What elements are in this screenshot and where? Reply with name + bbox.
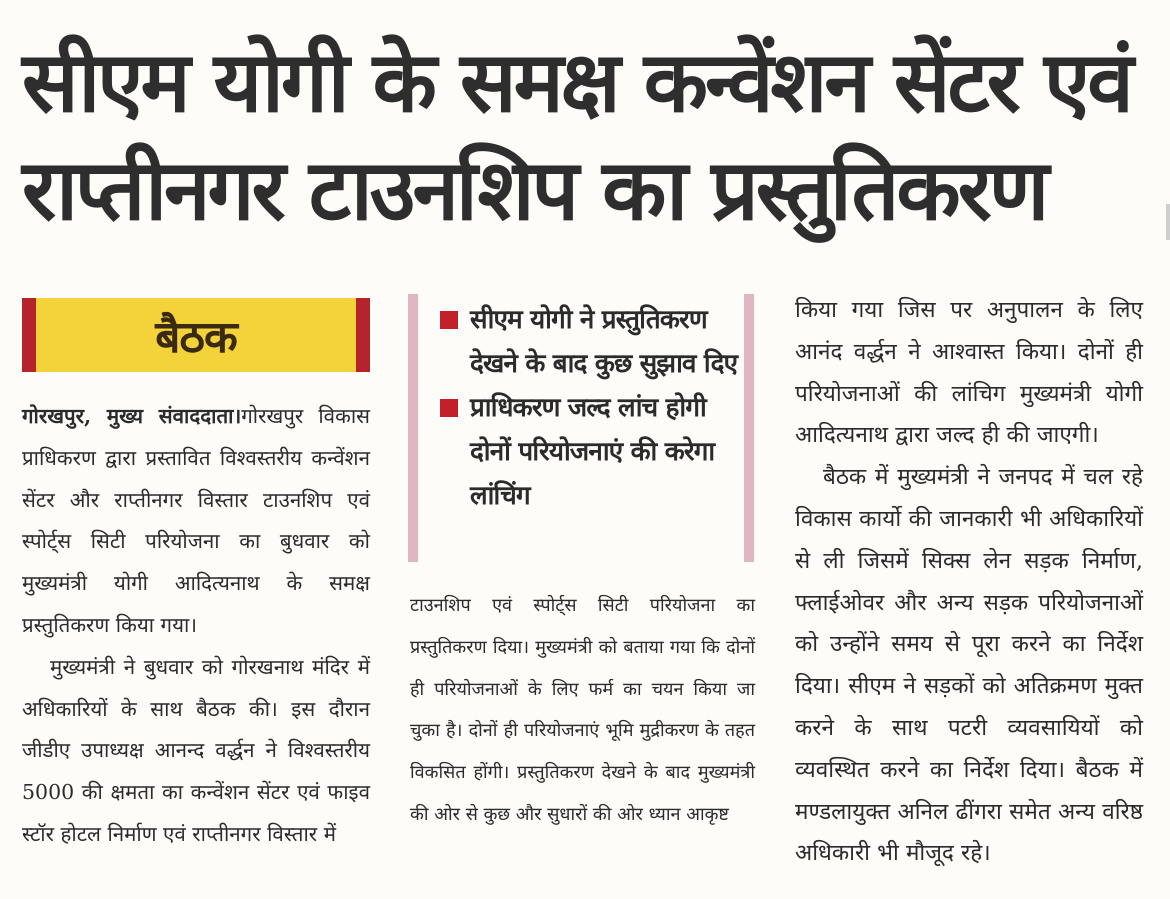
byline: गोरखपुर, मुख्य संवाददाता। — [22, 404, 242, 428]
section-tag — [22, 298, 370, 372]
section-tag-label: बैठक — [155, 312, 237, 363]
highlight-text: सीएम योगी ने प्रस्तुतिकरण देखने के बाद कुछ सुझाव दिए — [470, 305, 738, 379]
article-paragraph: बैठक में मुख्यमंत्री ने जनपद में चल रहे विकास कार्यो की जानकारी भी अधिकारियों से ली जिसमें सिक्स लेन सड़क निर्माण, फ्लाईओवर और अन्य सड़क परियोजनाओं को उन्होंने समय से पूरा करने का निर्देश दिया। सीएम ने सड़कों को अतिक्रमण मुक्त करने के साथ पटरी व्यवसायियों को व्यवस्थित करने का निर्देश दिया। बैठक में मण्डलायुक्त अनिल ढींगरा समेत अन्य वरिष्ठ अधिकारी भी मौजूद रहे। — [795, 464, 1143, 867]
highlight-item — [440, 298, 744, 386]
article-column-3 — [795, 290, 1143, 875]
paragraph-text: गोरखपुर विकास प्राधिकरण द्वारा प्रस्तावित विश्वस्तरीय कन्वेंशन सेंटर और राप्तीनगर विस्तार टाउनशिप एवं स्पोर्ट्स सिटी परियोजना का बुधवार को मुख्यमंत्री योगी आदित्यनाथ के समक्ष प्रस्तुतिकरण किया गया। — [22, 404, 370, 637]
highlights-box — [408, 294, 754, 562]
article-column-1 — [22, 396, 370, 856]
highlight-item — [440, 386, 744, 518]
square-bullet-icon — [440, 399, 458, 417]
square-bullet-icon — [440, 311, 458, 329]
article-paragraph: किया गया जिस पर अनुपालन के लिए आनंद वर्द्धन ने आश्वास्त किया। दोनों ही परियोजनाओं की लांचिग मुख्यमंत्री योगी आदित्यनाथ द्वारा जल्द ही की जाएगी। — [795, 297, 1143, 449]
article-column-2 — [410, 585, 755, 836]
headline-line-2: राप्तीनगर टाउनशिप का प्रस्तुतिकरण — [22, 141, 1047, 239]
headline — [22, 28, 1152, 244]
article-paragraph: मुख्यमंत्री ने बुधवार को गोरखनाथ मंदिर में अधिकारियों के साथ बैठक की। इस दौरान जीडीए उपाध्यक्ष आनन्द वर्द्धन ने विश्वस्तरीय 5000 की क्षमता का कन्वेंशन सेंटर एवं फाइव स्टॉर होटल निर्माण एवं राप्तीनगर विस्तार में — [22, 654, 370, 846]
article-paragraph — [22, 396, 370, 647]
highlight-text: प्राधिकरण जल्द लांच होगी दोनों परियोजनाएं की करेगा लांचिंग — [470, 393, 715, 511]
article-paragraph: टाउनशिप एवं स्पोर्ट्स सिटी परियोजना का प्रस्तुतिकरण दिया। मुख्यमंत्री को बताया गया कि दोनों ही परियोजनाओं के लिए फर्म का चयन किया जा चुका है। दोनों ही परियोजनाएं भूमि मुद्रीकरण के तहत विकसित होंगी। प्रस्तुतिकरण देखने के बाद मुख्यमंत्री की ओर से कुछ और सुधारों की ओर ध्यान आकृष्ट — [410, 595, 755, 825]
page-edge-mark — [1166, 204, 1170, 240]
headline-line-1: सीएम योगी के समक्ष कन्वेंशन सेंटर एवं — [22, 33, 1131, 131]
